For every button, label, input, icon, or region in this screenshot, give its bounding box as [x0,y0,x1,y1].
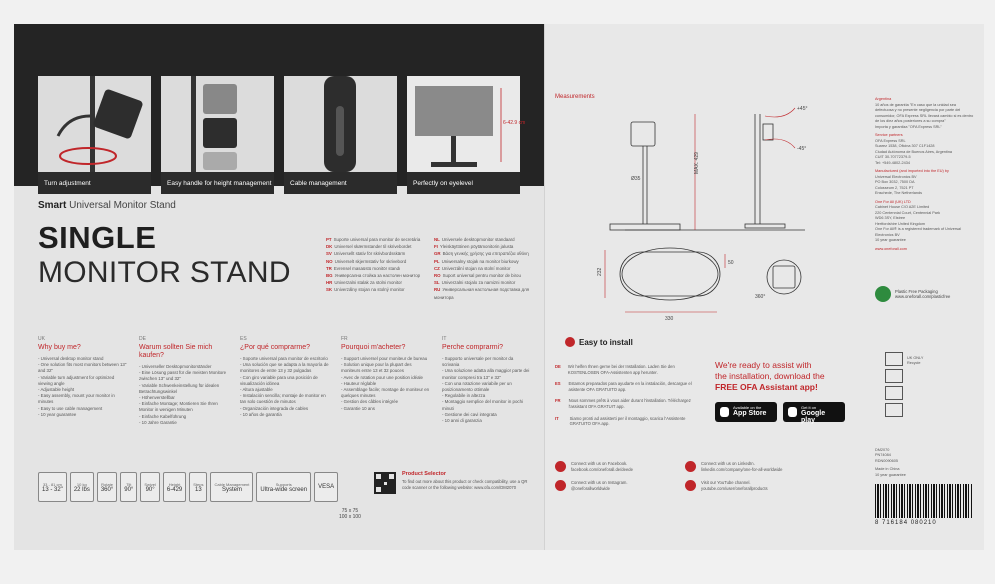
apple-icon [720,407,729,417]
language-item [434,250,536,257]
play-icon [788,407,797,417]
legal-info [875,94,975,252]
legal-line: Service partners [875,133,903,137]
legal-line: www.oneforall.com [875,246,907,251]
top-view-base [622,248,718,300]
column-heading: Why buy me? [38,344,81,351]
spec-icon [210,472,253,502]
feature-column [139,336,228,426]
diameter-label: Ø35 [631,176,641,182]
column-heading: ¿Por qué comprarme? [240,344,311,351]
made-in: Made in China [875,467,900,472]
language-item [434,279,536,286]
install-step [555,381,705,392]
subtitle-text: Universal Monitor Stand [69,200,176,211]
product-codes [875,448,975,478]
product-title-line2: MONITOR STAND [38,256,291,289]
column-lang-code: IT [442,336,447,342]
linkedin-icon [685,461,696,472]
language-text: Evrensel masaüstü monitör standı [333,265,401,271]
language-text: Uniwersalny stojak na monitor biurkowy [441,258,519,264]
column-lang-code: FR [341,336,348,342]
install-step [555,416,705,427]
column-heading: Pourquoi m'acheter? [341,344,406,351]
language-item [326,250,428,257]
social-url: youtube.com/user/oneforallproducts [701,486,768,491]
language-code: NL [434,237,440,242]
spec-label: Height [168,481,181,487]
social-instagram[interactable] [555,480,628,492]
language-text: Универсальная настольная подставка для монитора [434,287,530,300]
legal-line: Importa y garantiza "OFA Express SRL" [875,124,942,129]
promo-line1: We're ready to assist with [715,360,812,370]
google-play-button[interactable] [783,402,845,422]
photo-turn-adjustment [38,76,151,194]
install-step [555,364,705,375]
rotation-view [773,266,795,288]
spec-value: Ultra-wide screen [260,486,308,493]
triman-icon [885,386,903,400]
product-subtitle [38,200,176,211]
subtitle-brand: Smart [38,200,67,211]
promo-line3: FREE OFA Assistant app! [715,382,818,392]
plastic-free-badge [875,286,975,302]
language-code: CZ [434,265,440,271]
step-lang-code: FR [555,398,561,404]
qr-code[interactable] [374,472,396,494]
photo-caption: Easy handle for height management [161,172,274,194]
legal-line: WD6 3SY, Elstree [875,216,906,220]
product-selector [402,471,537,491]
column-body: - Soporte universal para monitor de escritorio - Una solución que se adapta a la mayoría de monitores de entre 13 y 32 pulgadas - Con giro variable para una posición de visualización idónea - Altura ajustable - Instalación sencilla; montaje de monitor en tan solo cuestión de minutos - Organización integrada de cables - 10 años de garantía [240,356,329,417]
legal-line: Manufactured (and imported into the EU) by [875,169,949,173]
recycling-marks [885,352,903,422]
depth-label: 232 [597,267,603,276]
spec-value: VESA [318,484,335,490]
language-text: Suport universal pentru monitor de birou [442,273,521,279]
height-range-label: 6-42.9 cm [503,120,526,126]
youtube-icon [685,480,696,491]
app-store-small: Available on the [733,405,762,410]
language-item [434,258,536,265]
uk-only-text: UK ONLY [907,356,924,360]
legal-line: Colosseum 2, 7521 PT [875,185,914,190]
width-label: 330 [665,316,674,322]
language-code: PL [434,258,440,264]
language-item [434,272,536,279]
step-lang-code: ES [555,381,561,387]
spec-label: Tilt [126,481,132,487]
front-view-base [610,224,680,230]
instagram-icon [555,480,566,491]
max-height-label: MAX. 429 [694,152,700,174]
tilt-down-label: -45° [797,146,807,152]
language-item [434,243,536,250]
language-list [326,236,536,301]
language-code: GR [434,251,441,257]
vesa-sizes [339,508,361,520]
feature-columns [38,336,538,426]
photo-height-handle [161,76,274,194]
photo-caption: Cable management [284,172,397,194]
legal-line: One For All® is a registered trademark of Universal Electronics BV [875,227,961,237]
offset-label: 50 [728,260,734,266]
leaf-icon [875,286,891,302]
language-code: HR [326,280,333,286]
barcode [875,484,973,518]
guarantee-text: 10 year guarantee [875,472,906,477]
facebook-icon [555,461,566,472]
spec-label: Supports [275,481,292,487]
uk-only-icon [885,369,903,383]
step-lang-code: DE [555,364,561,369]
legal-line: Ciudad Autónoma de Buenos Aires, Argentina [875,149,953,154]
model-number: DM2070 [875,448,890,452]
recycle-icon [885,352,903,366]
language-code: BG [326,273,333,279]
photo-cable-management [284,76,397,194]
language-text: Universele desktopmonitor standaard [441,237,515,242]
column-body: - Universeller Desktopmonitorständer - Eine Lösung passt für die meisten Monitore zwischen 13" und 32" - Variable Schwenkeinstellung für idealen Betrachtungswinkel - Höhenverstellbar - Einfache Montage; Montieren Sie Ihren Monitor in wenigen Minuten - Einfache Kabelführung - 10 Jahre Garantie [139,364,227,425]
spec-label: Swivel [144,481,156,487]
step-text: Wir helfen Ihnen gerne bei der Installation. Laden Sie den KOSTENLOSEN OFA-Assistenten app herunter. [567,364,675,375]
language-text: Suporte universal para monitor de secretária [333,237,421,242]
spec-label: 33 - 81 cm [42,481,62,487]
language-code: PT [326,237,332,242]
social-url: @oneforallworldwide [571,486,610,491]
legal-line: Cabinet House C/O A2E Limited [875,205,930,209]
step-text: Siamo pronti ad assisterti per il montaggio, scarica l'Assistente GRATUITO OFA app. [569,415,686,427]
spec-icon [189,472,207,502]
spec-value: 90° [145,486,155,493]
legal-line: 220 Centennial Court, Centennial Park [875,210,941,215]
legal-line: One For All (UK) LTD [875,199,911,204]
front-view-head [631,122,655,146]
google-play-small: Get it on [801,405,817,410]
social-url: facebook.com/oneforall.de/deede [571,467,633,472]
tilt-up-label: +45° [797,106,808,112]
step-text: Nous sommes prêts à vous aider durant l'installation. Téléchargez l'assistant OFA GRATUIT app. [568,398,691,409]
install-step [555,398,705,409]
photo-eyelevel [407,76,526,194]
photo-caption: Turn adjustment [38,172,151,194]
legal-line: CUIT 30-70772379-5 [875,155,911,159]
spec-icon [120,472,137,502]
language-item [326,279,428,286]
language-text: Βάση γενικής χρήσης για επιτραπέζια οθόνη [442,251,529,257]
spec-icon [140,472,160,502]
back-panel [544,24,984,550]
spec-icon [97,472,117,502]
legal-line: 10 años de garantía "En caso que la unidad sea defectuosa y no presente negligencia por parte del consumidor, OFA Express SRL llevará cambio si es dentro de los diez años posteriores a su compra" [875,102,974,123]
language-item [326,265,428,272]
plastic-free-text: Plastic Free Packaging [895,289,938,294]
column-lang-code: ES [240,336,247,342]
easy-install-heading [565,337,633,347]
language-code: SK [326,287,333,293]
language-code: FI [434,244,438,250]
reference-number: RDN0090605 [875,458,899,463]
thumbs-up-icon [565,337,575,347]
product-selector-text: To find out more about this product or check compatibility, use a QR code scanner or the following website: www.ofa.com/DM2070 [402,479,528,490]
language-item [434,265,536,272]
promo-line2: the installation, download the [715,371,825,381]
language-item [326,286,428,300]
spec-icons-row [38,472,338,504]
spec-label: Cable Management [214,481,250,487]
spec-value: 90° [124,486,134,493]
language-text: Universellt stativ för skrivbordsskärm [333,251,406,257]
barcode-number: 8 716184 080210 [875,520,937,526]
social-facebook[interactable] [555,461,633,473]
legal-line: Argentina [875,97,892,101]
legal-line: PO Box 3032, 7500 DA [875,180,915,184]
social-text: Visit our YouTube channel. [701,480,751,485]
measurements-title: Measurements [555,94,595,100]
legal-line: Suarez 1538, Oficina 307 C1F1428 [875,144,935,148]
product-selector-heading: Product Selector [402,471,447,477]
spec-value: 22 lbs [73,486,90,493]
spec-value: 13 [195,486,202,493]
column-body: - Universal desktop monitor stand - One solution fits most monitors between 13" and 32" - Variable turn adjustment for optimized viewing angle - Adjustable height - Easy assembly, mount your monitor in minutes - Easy to use cable management - 10 year guarantee [38,356,127,417]
feature-column [240,336,329,426]
spec-icon [38,472,67,502]
side-view-head [763,124,773,140]
column-body: - Supporto universale per monitor da scrivania - Una soluzione adatta alla maggior parte dei monitor compresi tra 13" e 32" - Con una rotazione variabile per un posizionamento ottimale - Regolabile in altezza - Montaggio semplice del monitor in pochi minuti - Gestione dei cavi integrata - 10 anni di garanzia [442,356,530,424]
spec-icon [163,472,186,502]
legal-line: 10 year guarantee [875,238,906,242]
social-text: Connect with us on LinkedIn. [701,461,755,466]
language-code: TR [326,265,332,271]
step-lang-code: IT [555,415,559,421]
language-text: Universel skærmstander til skrivebordet [334,244,412,250]
spec-value: 13 - 32" [42,486,63,493]
social-linkedin[interactable] [685,461,782,473]
install-steps [555,364,705,433]
column-heading: Perche comprarmi? [442,344,504,351]
column-lang-code: UK [38,336,45,342]
spec-label: Rotate [101,481,113,487]
legal-line: Enschede, The Netherlands [875,191,922,195]
column-lang-code: DE [139,336,146,342]
stand-height-illustration [161,76,274,172]
spec-icon [70,472,94,502]
language-code: SV [326,251,332,257]
spec-label: 10 kg [76,481,87,487]
tidyman-icon [885,403,903,417]
front-panel [14,24,544,550]
language-item [326,236,428,243]
language-item [326,272,428,279]
photo-caption: Perfectly on eyelevel [407,172,520,194]
product-title-line1: SINGLE [38,220,157,255]
plastic-free-url[interactable]: www.oneforall.com/plasticfree [895,294,951,299]
language-code: DK [326,244,333,250]
language-text: Универсална стойка за настолен монитор [334,273,421,279]
stand-rotate-illustration [38,76,151,172]
language-item [434,286,536,300]
legal-line: OFA Express SRL [875,138,906,143]
language-code: RU [434,287,441,293]
spec-label: Steps [193,481,204,487]
app-store-button[interactable] [715,402,777,422]
side-view-base [745,224,785,228]
legal-line: Hertfordshire United Kingdom [875,221,926,226]
social-text: Connect with us on Facebook. [571,461,628,466]
language-text: Univerzalni stojalo za namizni monitor [441,280,516,286]
google-play-label: Google play [801,410,826,424]
language-item [434,236,536,243]
rotate-label: 360° [755,294,766,300]
column-heading: Warum sollten Sie mich kaufen? [139,344,213,359]
spec-value: 360° [100,486,114,493]
social-url: linkedin.com/company/one-for-all-worldwide [701,467,783,472]
feature-column [38,336,127,426]
language-text: Universelt skjermstativ for skrivebord [334,258,407,264]
packaging-sheet [14,24,984,550]
column-body: - Support universel pour moniteur de bureau - Solution unique pour la plupart des moniteurs entre 13 et 32 pouces - Avec de rotation pour une position idéale - Hauteur réglable - Assemblage facile; montage de moniteur en quelques minutes - Gestion des câbles intégrée - Garantie 10 ans [341,356,430,411]
language-text: Yleiskäyttöinen pöytämonitorin jalusta [439,244,514,250]
language-text: Univerzální stojan na stolní monitor [441,265,511,271]
easy-install-title: Easy to install [579,337,633,347]
step-text: Estamos preparados para ayudarte en la instalación, descargue el asistente OFA GRATUITO app. [568,381,692,392]
technical-drawing [545,84,865,324]
feature-column [442,336,531,426]
spec-icon [256,472,311,502]
language-item [326,258,428,265]
app-store-label: App Store [733,410,767,417]
spec-value: System [221,486,242,493]
language-code: SL [434,280,440,286]
language-text: Univerzálny stojan na stolný monitor [334,287,405,293]
social-youtube[interactable] [685,480,768,492]
language-text: Univerzalni stalak za stolni monitor [334,280,402,286]
spec-icon [314,472,338,502]
recycling-labels [907,356,967,367]
vesa-sizes-text: 75 x 75 100 x 100 [339,508,361,520]
social-text: Connect with us on Instagram. [571,480,628,485]
legal-line: Tel: +549-4802-2434 [875,160,910,165]
feature-column [341,336,430,426]
stand-cable-illustration [284,76,397,172]
language-item [326,243,428,250]
language-code: NO [326,258,333,264]
legal-line: Universal Electronics BV [875,174,917,179]
language-code: RO [434,273,441,279]
recycle-text: Recycle [907,361,921,366]
stand-eyelevel-illustration [407,76,526,172]
spec-value: 6-429 [166,486,183,493]
part-number: PN74084 [875,453,891,458]
assistant-promo [715,360,865,393]
